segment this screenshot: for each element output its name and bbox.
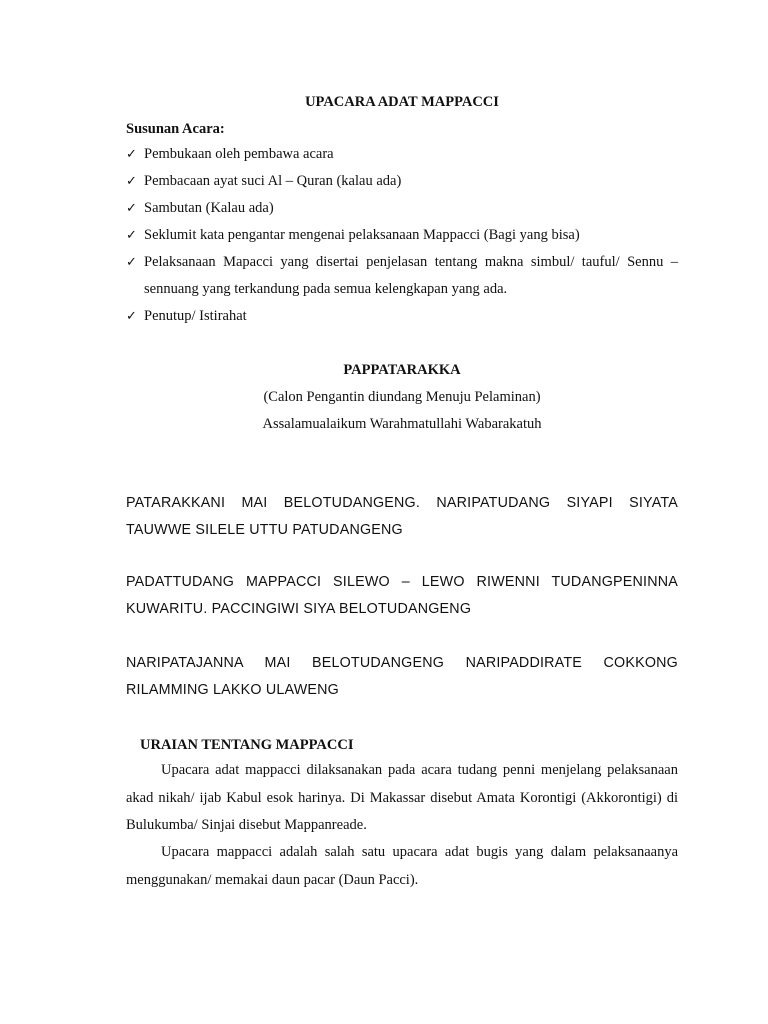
- agenda-item-text: Sambutan (Kalau ada): [144, 200, 274, 216]
- agenda-item-text: Penutup/ Istirahat: [144, 308, 247, 324]
- agenda-item-text: Seklumit kata pengantar mengenai pelaksanaan Mappacci (Bagi yang bisa): [144, 227, 580, 243]
- body-paragraph: Upacara adat mappacci dilaksanakan pada acara tudang penni menjelang pelaksanaan akad nikah/ ijab Kabul esok harinya. Di Makassar disebut Amata Korontigi (Akkorontigi) di Bulukumba/ Sinjai disebut Mappanreade.: [126, 762, 678, 833]
- agenda-item: [126, 168, 678, 195]
- agenda-item: [126, 249, 678, 303]
- verse-paragraph: NARIPATAJANNA MAI BELOTUDANGENG NARIPADDIRATE COKKONG RILAMMING LAKKO ULAWENG: [126, 655, 678, 698]
- greeting: Assalamualaikum Warahmatullahi Wabarakatuh: [262, 416, 542, 432]
- agenda-item: [126, 195, 678, 222]
- uraian-heading: URAIAN TENTANG MAPPACCI: [140, 737, 354, 753]
- agenda-item: [126, 222, 678, 249]
- pappatarakka-subtitle: (Calon Pengantin diundang Menuju Pelaminan): [263, 389, 541, 405]
- verse-paragraph: PATARAKKANI MAI BELOTUDANGENG. NARIPATUDANG SIYAPI SIYATA TAUWWE SILELE UTTU PATUDANGENG: [126, 495, 678, 538]
- agenda-heading: Susunan Acara:: [126, 121, 225, 137]
- agenda-item: [126, 141, 678, 168]
- verse-paragraph: PADATTUDANG MAPPACCI SILEWO – LEWO RIWENNI TUDANGPENINNA KUWARITU. PACCINGIWI SIYA BELOTUDANGENG: [126, 574, 678, 617]
- check-icon: ✓: [126, 201, 137, 216]
- document-title: UPACARA ADAT MAPPACCI: [305, 94, 499, 110]
- pappatarakka-title: PAPPATARAKKA: [343, 362, 461, 378]
- agenda-item-text: Pembacaan ayat suci Al – Quran (kalau ada): [144, 173, 402, 189]
- check-icon: ✓: [126, 174, 137, 189]
- check-icon: ✓: [126, 309, 137, 324]
- check-icon: ✓: [126, 228, 137, 243]
- agenda-item: [126, 303, 678, 330]
- check-icon: ✓: [126, 147, 137, 162]
- check-icon: ✓: [126, 255, 137, 270]
- agenda-item-text: Pelaksanaan Mapacci yang disertai penjelasan tentang makna simbul/ tauful/ Sennu – sennuang yang terkandung pada semua kelengkapan yang ada.: [144, 254, 678, 297]
- agenda-item-text: Pembukaan oleh pembawa acara: [144, 146, 334, 162]
- body-paragraph: Upacara mappacci adalah salah satu upacara adat bugis yang dalam pelaksanaanya menggunakan/ memakai daun pacar (Daun Pacci).: [126, 844, 678, 888]
